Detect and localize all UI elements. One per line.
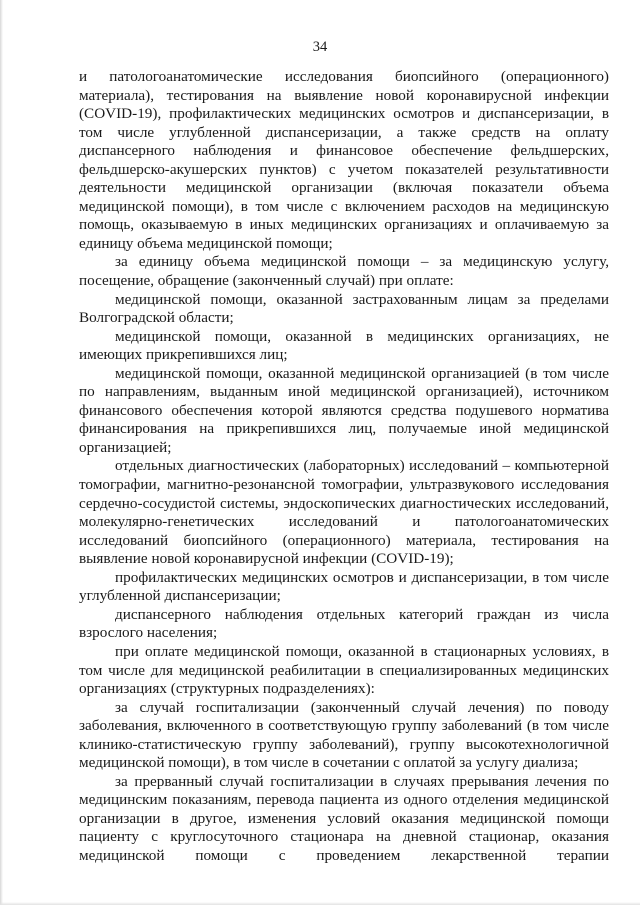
paragraph-diagnostic-tests: отдельных диагностических (лабораторных) исследований – компьютерной томографии, магнитно-резонансной томографии, ультразвукового исследования сердечно-сосудистой системы, эндоскопических диагностических исследований, молекулярно-генетических исследований и патологоанатомических исследований биопсийного (операционного) материала, тестирования на выявление новой коронавирусной инфекции (COVID-19); [79,457,609,568]
page-number: 34 [312,39,328,55]
paragraph-outside-region: медицинской помощи, оказанной застрахованным лицам за пределами Волгоградской области; [79,290,609,327]
paragraph-interrupted-case: за прерванный случай госпитализации в случаях прерывания лечения по медицинским показаниям, перевода пациента из одного отделения медицинской организации в другое, изменения условий оказания медицинской помощи пациенту с круглосуточного стационара на дневной стационар, оказания медицинской помощи с проведением лекарственной терапии [79,772,609,864]
document-body [79,68,609,866]
scan-edge-left [0,0,3,905]
paragraph-unit-of-volume: за единицу объема медицинской помощи – за медицинскую услугу, посещение, обращение (законченный случай) при оплате: [79,253,609,290]
paragraph-preventive-exams: профилактических медицинских осмотров и диспансеризации, в том числе углубленной диспансеризации; [79,568,609,605]
paragraph-hospitalization-case: за случай госпитализации (законченный случай лечения) по поводу заболевания, включенного в соответствующую группу заболеваний (в том числе клинико-статистическую группу заболеваний), группу высокотехнологичной медицинской помощи), в том числе в сочетании с оплатой за услугу диализа; [79,698,609,772]
paragraph-dispensary-observation: диспансерного наблюдения отдельных категорий граждан из числа взрослого населения; [79,605,609,642]
paragraph-referral-care: медицинской помощи, оказанной медицинской организацией (в том числе по направлениям, выданным иной медицинской организацией), источником финансового обеспечения которой являются средства подушевого норматива финансирования на прикрепившихся лиц, получаемые иной медицинской организацией; [79,364,609,456]
paragraph-no-attached-persons: медицинской помощи, оказанной в медицинских организациях, не имеющих прикрепившихся лиц; [79,327,609,364]
paragraph-continuation: и патологоанатомические исследования биопсийного (операционного) материала), тестирования на выявление новой коронавирусной инфекции (COVID-19), профилактических медицинских осмотров и диспансеризации, в том числе углубленной диспансеризации, а также средств на оплату диспансерного наблюдения и финансовое обеспечение фельдшерских, фельдшерско-акушерских пунктов) с учетом показателей результативности деятельности медицинской организации (включая показатели объема медицинской помощи), в том числе с включением расходов на медицинскую помощь, оказываемую в иных медицинских организациях и оплачиваемую за единицу объема медицинской помощи; [79,68,609,252]
paragraph-inpatient-care: при оплате медицинской помощи, оказанной в стационарных условиях, в том числе для медицинской реабилитации в специализированных медицинских организациях (структурных подразделениях): [79,642,609,698]
